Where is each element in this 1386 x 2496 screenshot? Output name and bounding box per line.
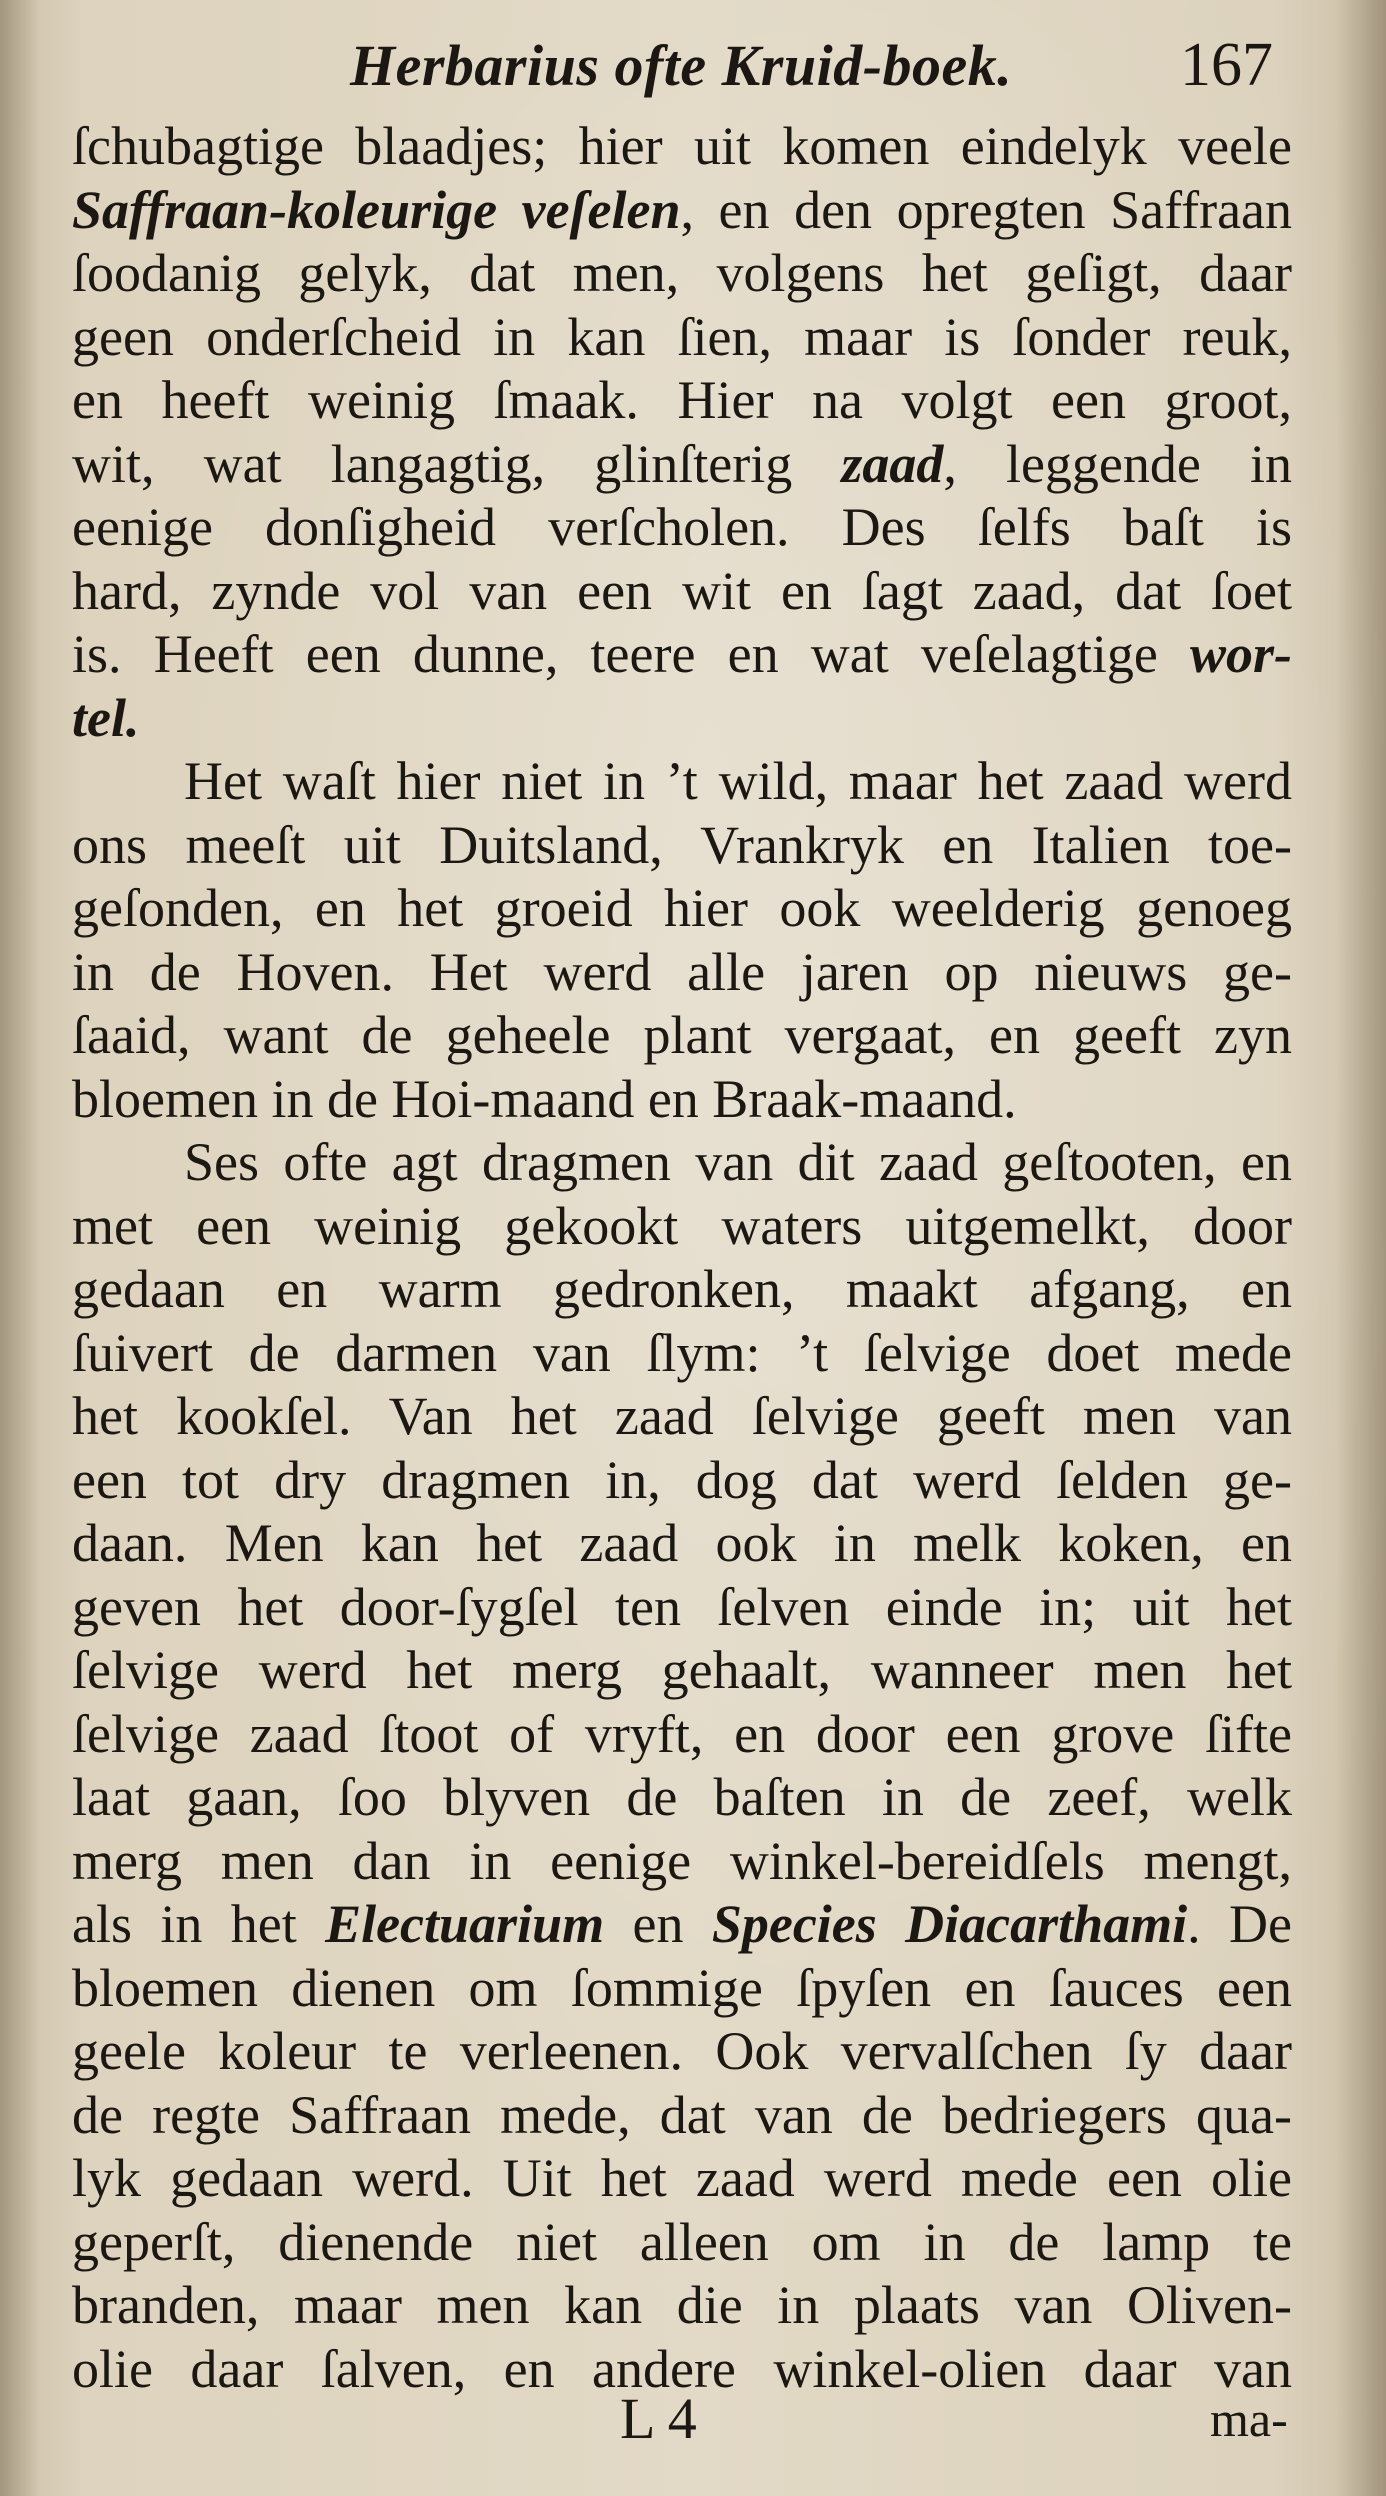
text-line	[72, 179, 1292, 243]
text-line	[72, 1639, 1292, 1703]
italic-segment: tel.	[72, 687, 140, 748]
text-line	[72, 1512, 1292, 1576]
catchword: ma-	[1210, 2391, 1288, 2447]
signature-mark: L 4	[620, 2386, 697, 2451]
text-segment: laat gaan, ſoo blyven de baſten in de zeef, welk	[72, 1767, 1292, 1827]
text-line	[72, 433, 1292, 497]
text-segment: ſuivert de darmen van ſlym: ’t ſelvige doet mede	[72, 1322, 1292, 1383]
text-line	[72, 2211, 1292, 2275]
text-segment: en	[604, 1894, 712, 1954]
text-segment: ſelvige zaad ſtoot of vryft, en door een grove ſifte	[72, 1703, 1292, 1764]
running-title: Herbarius ofte Kruid-boek.	[350, 33, 1013, 98]
text-line	[72, 115, 1292, 179]
text-segment: Ses ofte agt dragmen van dit zaad geſtooten, en	[184, 1132, 1292, 1192]
text-segment: geen onderſcheid in kan ſien, maar is ſonder reuk,	[72, 306, 1292, 367]
text-segment: geele koleur te verleenen. Ook vervalſchen ſy daar	[72, 2021, 1292, 2081]
text-segment: , en den opregten Saffraan	[680, 179, 1293, 240]
text-segment: . De	[1187, 1894, 1292, 1954]
text-line	[72, 750, 1292, 814]
italic-segment: wor-	[1189, 624, 1292, 684]
text-line	[72, 306, 1292, 370]
text-segment: ſelvige werd het merg gehaalt, wanneer men het	[72, 1640, 1292, 1700]
text-line	[72, 1195, 1292, 1259]
italic-segment: Species Diacarthami	[711, 1894, 1188, 1954]
text-segment: bloemen dienen om ſommige ſpyſen en ſauces een	[72, 1957, 1292, 2018]
italic-segment: Saffraan-koleurige veſelen	[72, 179, 681, 240]
text-line	[72, 1131, 1292, 1195]
text-segment: daan. Men kan het zaad ook in melk koken, en	[72, 1513, 1292, 1573]
text-segment: eenige donſigheid verſcholen. Des ſelfs baſt is	[72, 497, 1292, 557]
page-number: 167	[1180, 31, 1273, 99]
italic-segment: Electuarium	[325, 1894, 605, 1954]
italic-segment: zaad	[841, 433, 944, 494]
text-segment: met een weinig gekookt waters uitgemelkt, door	[72, 1195, 1292, 1256]
text-line	[72, 687, 1292, 751]
text-segment: olie daar ſalven, en andere winkel-olien daar van	[72, 2338, 1292, 2399]
text-segment: gedaan en warm gedronken, maakt afgang, en	[72, 1259, 1292, 1319]
text-segment: en heeft weinig ſmaak. Hier na volgt een groot,	[72, 370, 1292, 430]
text-line	[72, 623, 1292, 687]
text-segment: in de Hoven. Het werd alle jaren op nieuws ge-	[72, 941, 1292, 1002]
text-line	[72, 1766, 1292, 1830]
text-segment: ſoodanig gelyk, dat men, volgens het geſigt, daar	[72, 243, 1292, 303]
text-line	[72, 1893, 1292, 1957]
text-line	[72, 1322, 1292, 1386]
text-segment: de regte Saffraan mede, dat van de bedriegers qua-	[72, 2084, 1292, 2145]
text-line	[72, 1576, 1292, 1640]
text-segment: branden, maar men kan die in plaats van Oliven-	[72, 2275, 1292, 2335]
text-line	[72, 1258, 1292, 1322]
body-text	[72, 115, 1292, 2401]
text-segment: geperſt, dienende niet alleen om in de lamp te	[72, 2211, 1292, 2272]
text-segment: ons meeſt uit Duitsland, Vrankryk en Italien toe-	[72, 814, 1292, 875]
text-line	[72, 1449, 1292, 1513]
text-segment: is. Heeft een dunne, teere en wat veſelagtige	[72, 624, 1190, 684]
text-line	[72, 877, 1292, 941]
text-segment: wit, wat langagtig, glinſterig	[72, 433, 842, 494]
text-segment: ſchubagtige blaadjes; hier uit komen eindelyk veele	[72, 116, 1292, 176]
text-line	[72, 560, 1292, 624]
text-segment: het kookſel. Van het zaad ſelvige geeft men van	[72, 1386, 1292, 1446]
text-line	[72, 814, 1292, 878]
text-line	[72, 242, 1292, 306]
text-line	[72, 2084, 1292, 2148]
text-segment: merg men dan in eenige winkel-bereidſels mengt,	[72, 1830, 1292, 1891]
text-line	[72, 1830, 1292, 1894]
page-header	[0, 28, 1386, 108]
text-line	[72, 1068, 1292, 1132]
text-segment: bloemen in de Hoi-maand en Braak-maand.	[72, 1068, 1017, 1129]
text-line	[72, 1385, 1292, 1449]
text-line	[72, 1957, 1292, 2021]
text-line	[72, 941, 1292, 1005]
text-segment: geſonden, en het groeid hier ook weelderig genoeg	[72, 878, 1292, 938]
text-segment: ſaaid, want de geheele plant vergaat, en geeft zyn	[72, 1005, 1292, 1065]
page-shadow-left	[0, 0, 40, 2496]
page-shadow-right	[1336, 0, 1386, 2496]
text-segment: hard, zynde vol van een wit en ſagt zaad, dat ſoet	[72, 560, 1292, 621]
text-line	[72, 2147, 1292, 2211]
text-segment: lyk gedaan werd. Uit het zaad werd mede een olie	[72, 2148, 1292, 2208]
text-segment: Het waſt hier niet in ’t wild, maar het zaad werd	[184, 751, 1292, 811]
text-segment: als in het	[72, 1894, 326, 1954]
text-line	[72, 2274, 1292, 2338]
text-segment: een tot dry dragmen in, dog dat werd ſelden ge-	[72, 1449, 1292, 1510]
text-line	[72, 1703, 1292, 1767]
text-segment: , leggende in	[943, 433, 1292, 494]
text-line	[72, 2020, 1292, 2084]
text-line	[72, 1004, 1292, 1068]
text-segment: geven het door-ſygſel ten ſelven einde in; uit het	[72, 1576, 1292, 1637]
text-line	[72, 496, 1292, 560]
text-line	[72, 369, 1292, 433]
